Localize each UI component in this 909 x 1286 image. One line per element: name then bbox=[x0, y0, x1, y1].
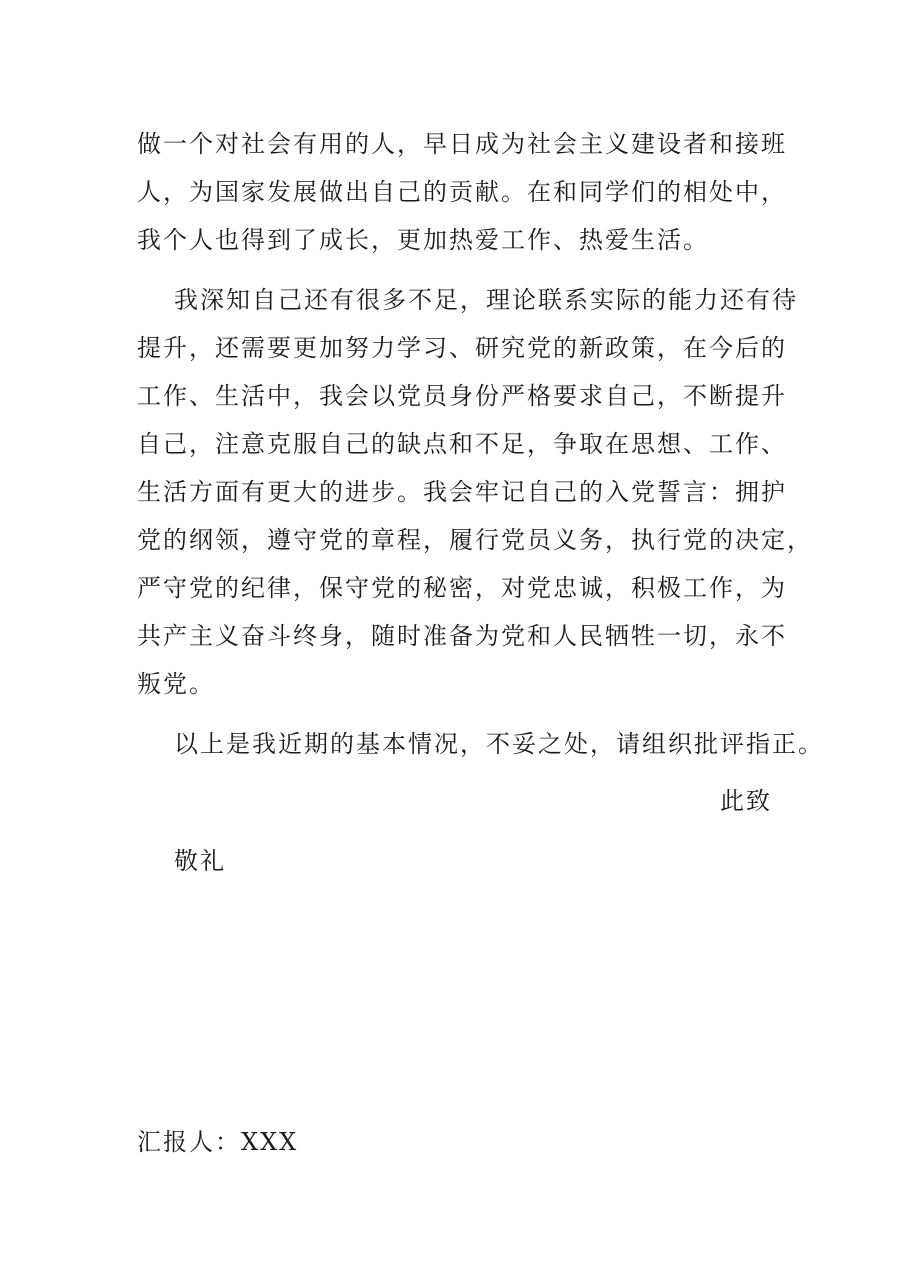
paragraph-1-line-1: 做一个对社会有用的人，早日成为社会主义建设者和接班 bbox=[137, 130, 787, 158]
paragraph-2-line-2: 提升，还需要更加努力学习、研究党的新政策，在今后的 bbox=[137, 334, 787, 362]
paragraph-2-line-8: 共产主义奋斗终身，随时准备为党和人民牺牲一切，永不 bbox=[137, 622, 787, 650]
paragraph-3-line-1: 以上是我近期的基本情况，不妥之处，请组织批评指正。 bbox=[174, 730, 824, 758]
paragraph-2-line-6: 党的纲领，遵守党的章程，履行党员义务，执行党的决定， bbox=[137, 526, 813, 554]
closing-salutation-1: 此致 bbox=[720, 787, 772, 815]
paragraph-2-line-5: 生活方面有更大的进步。我会牢记自己的入党誓言：拥护 bbox=[137, 478, 787, 506]
paragraph-2-line-1: 我深知自己还有很多不足，理论联系实际的能力还有待 bbox=[174, 286, 798, 314]
paragraph-2-line-3: 工作、生活中，我会以党员身份严格要求自己，不断提升 bbox=[137, 382, 787, 410]
paragraph-1-line-3: 我个人也得到了成长，更加热爱工作、热爱生活。 bbox=[137, 226, 709, 254]
paragraph-1-line-2: 人，为国家发展做出自己的贡献。在和同学们的相处中， bbox=[137, 178, 787, 206]
paragraph-2-line-9: 叛党。 bbox=[137, 670, 215, 698]
closing-salutation-2: 敬礼 bbox=[174, 847, 226, 875]
paragraph-2-line-7: 严守党的纪律，保守党的秘密，对党忠诚，积极工作，为 bbox=[137, 574, 787, 602]
paragraph-2-line-4: 自己，注意克服自己的缺点和不足，争取在思想、工作、 bbox=[137, 430, 787, 458]
reporter-signature: 汇报人：XXX bbox=[137, 1128, 299, 1156]
